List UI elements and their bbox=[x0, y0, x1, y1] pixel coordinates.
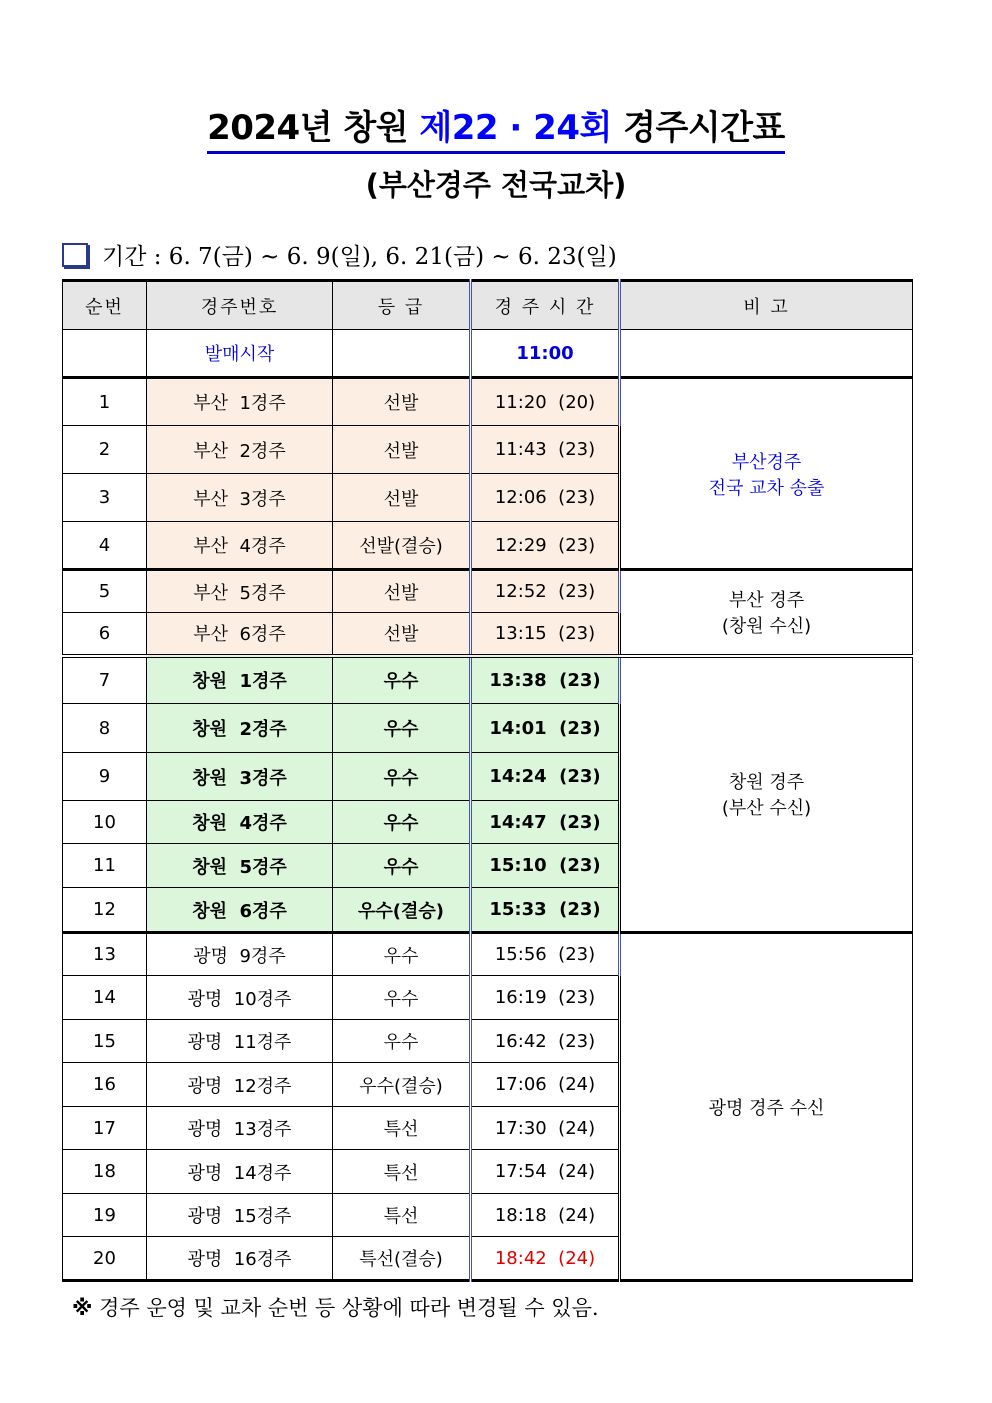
table-row: 9 창원 3경주 우수 14:24 (23) bbox=[63, 753, 913, 801]
table-row: 18 광명 14경주 특선 17:54 (24) bbox=[63, 1150, 913, 1194]
row-no: 1 bbox=[63, 378, 147, 426]
header-no: 순번 bbox=[63, 281, 147, 330]
table-row: 15 광명 11경주 우수 16:42 (23) bbox=[63, 1020, 913, 1063]
period-text: 기간 : 6. 7(금) ~ 6. 9(일), 6. 21(금) ~ 6. 23(일) bbox=[102, 244, 617, 270]
page-subtitle: (부산경주 전국교차) bbox=[365, 168, 627, 202]
header-grade: 등 급 bbox=[333, 281, 471, 330]
remark-group-1: 부산경주 전국 교차 송출 bbox=[620, 378, 913, 570]
table-row: 8 창원 2경주 우수 14:01 (23) bbox=[63, 704, 913, 753]
period-line bbox=[62, 238, 617, 271]
row-grade: 선발 bbox=[333, 378, 471, 426]
last-race-time: 18:42 (24) bbox=[471, 1237, 620, 1281]
table-row: 13 광명 9경주 우수 15:56 (23) 광명 경주 수신 bbox=[63, 933, 913, 976]
remark-group-3: 창원 경주 (부산 수신) bbox=[620, 656, 913, 933]
remark-group-2: 부산 경주 (창원 수신) bbox=[620, 570, 913, 656]
table-row: 2 부산 2경주 선발 11:43 (23) bbox=[63, 426, 913, 474]
sale-start-label: 발매시작 bbox=[147, 330, 333, 378]
header-row bbox=[63, 281, 913, 330]
title-part2: 제22 · 24회 bbox=[419, 108, 612, 148]
sale-start-row bbox=[63, 330, 913, 378]
page-title bbox=[0, 100, 992, 154]
sale-start-time: 11:00 bbox=[471, 330, 620, 378]
table-row bbox=[63, 378, 913, 426]
table-row: 19 광명 15경주 특선 18:18 (24) bbox=[63, 1194, 913, 1237]
checkbox-icon bbox=[62, 243, 88, 267]
table-row: 20 광명 16경주 특선(결승) 18:42 (24) bbox=[63, 1237, 913, 1281]
row-time: 11:20 (20) bbox=[471, 378, 620, 426]
table-row: 11 창원 5경주 우수 15:10 (23) bbox=[63, 844, 913, 888]
header-remark: 비 고 bbox=[620, 281, 913, 330]
remark-group-4: 광명 경주 수신 bbox=[620, 933, 913, 1281]
header-race: 경주번호 bbox=[147, 281, 333, 330]
table-row: 12 창원 6경주 우수(결승) 15:33 (23) bbox=[63, 888, 913, 933]
table-row: 14 광명 10경주 우수 16:19 (23) bbox=[63, 976, 913, 1020]
race-schedule-table bbox=[62, 279, 913, 1282]
table-row: 6 부산 6경주 선발 13:15 (23) bbox=[63, 613, 913, 656]
footnote-text: 경주 운영 및 교차 순번 등 상황에 따라 변경될 수 있음. bbox=[92, 1296, 599, 1320]
note-mark-icon: ※ bbox=[72, 1296, 93, 1320]
footnote bbox=[72, 1292, 599, 1322]
table-row: 5 부산 5경주 선발 12:52 (23) 부산 경주 (창원 수신) bbox=[63, 570, 913, 613]
row-race: 부산 1경주 bbox=[147, 378, 333, 426]
header-time: 경 주 시 간 bbox=[471, 281, 620, 330]
table-row: 7 창원 1경주 우수 13:38 (23) 창원 경주 (부산 수신) bbox=[63, 656, 913, 704]
table-row: 10 창원 4경주 우수 14:47 (23) bbox=[63, 801, 913, 844]
title-part3: 경주시간표 bbox=[611, 108, 785, 148]
table-row: 4 부산 4경주 선발(결승) 12:29 (23) bbox=[63, 522, 913, 570]
table-row: 17 광명 13경주 특선 17:30 (24) bbox=[63, 1107, 913, 1150]
title-part1: 2024년 창원 bbox=[207, 108, 420, 148]
table-row: 3 부산 3경주 선발 12:06 (23) bbox=[63, 474, 913, 522]
table-row: 16 광명 12경주 우수(결승) 17:06 (24) bbox=[63, 1063, 913, 1107]
